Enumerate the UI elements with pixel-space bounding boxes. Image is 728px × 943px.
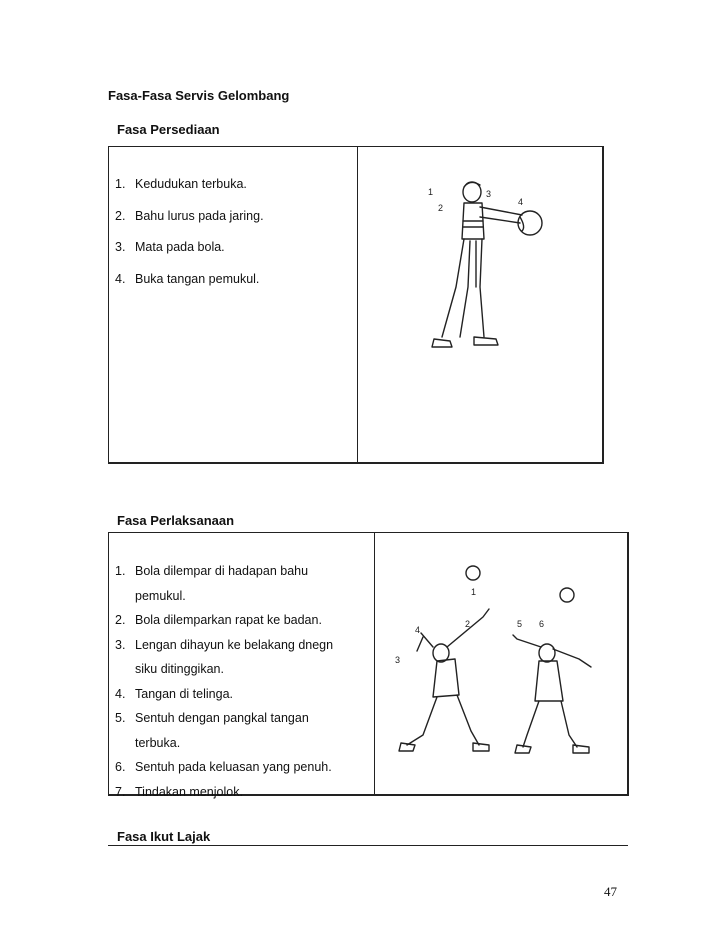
section-heading-persediaan: Fasa Persediaan bbox=[117, 122, 220, 137]
divider bbox=[108, 845, 628, 846]
svg-text:3: 3 bbox=[395, 655, 401, 665]
svg-text:1: 1 bbox=[428, 187, 434, 197]
list-item: 1. Kedudukan terbuka. bbox=[115, 177, 247, 191]
phase-table-persediaan bbox=[108, 146, 604, 464]
document-title: Fasa-Fasa Servis Gelombang bbox=[108, 88, 290, 103]
list-item: 1. Bola dilempar di hadapan bahu bbox=[115, 564, 309, 578]
svg-text:6: 6 bbox=[539, 619, 545, 629]
list-item: siku ditinggikan. bbox=[135, 662, 224, 676]
section-heading-perlaksanaan: Fasa Perlaksanaan bbox=[117, 513, 235, 528]
svg-text:5: 5 bbox=[517, 619, 523, 629]
player-serve-execution-illustration bbox=[393, 555, 613, 755]
steps-list bbox=[115, 559, 374, 804]
list-item: 4. Buka tangan pemukul. bbox=[115, 271, 260, 286]
svg-text:2: 2 bbox=[465, 619, 471, 629]
page-number: 47 bbox=[604, 884, 617, 899]
list-item: 3. Lengan dihayun ke belakang dnegn bbox=[115, 637, 334, 652]
list-item: 4. Tangan di telinga. bbox=[115, 686, 233, 701]
list-item: 5. Sentuh dengan pangkal tangan bbox=[115, 711, 309, 725]
figure-cell bbox=[375, 533, 627, 794]
phase-table-perlaksanaan bbox=[108, 532, 629, 799]
svg-text:1: 1 bbox=[471, 587, 477, 597]
svg-text:2: 2 bbox=[438, 203, 444, 213]
svg-text:4: 4 bbox=[415, 625, 421, 635]
steps-cell bbox=[109, 533, 375, 799]
list-item: terbuka. bbox=[135, 735, 181, 750]
svg-text:3: 3 bbox=[486, 189, 492, 199]
list-item: pemukul. bbox=[135, 588, 186, 603]
section-heading-ikut-lajak: Fasa Ikut Lajak bbox=[117, 829, 211, 844]
svg-text:4: 4 bbox=[518, 197, 524, 207]
list-item: 2. Bahu lurus pada jaring. bbox=[115, 208, 264, 223]
steps-list bbox=[115, 177, 357, 286]
steps-cell bbox=[109, 147, 358, 462]
list-item: 6. Sentuh pada keluasan yang penuh. bbox=[115, 760, 332, 774]
figure-cell bbox=[358, 147, 602, 462]
list-item: 3. Mata pada bola. bbox=[115, 240, 225, 254]
list-item: 7. Tindakan menjolok. bbox=[115, 784, 243, 799]
list-item: 2. Bola dilemparkan rapat ke badan. bbox=[115, 613, 322, 627]
player-ready-stance-illustration bbox=[424, 177, 554, 367]
